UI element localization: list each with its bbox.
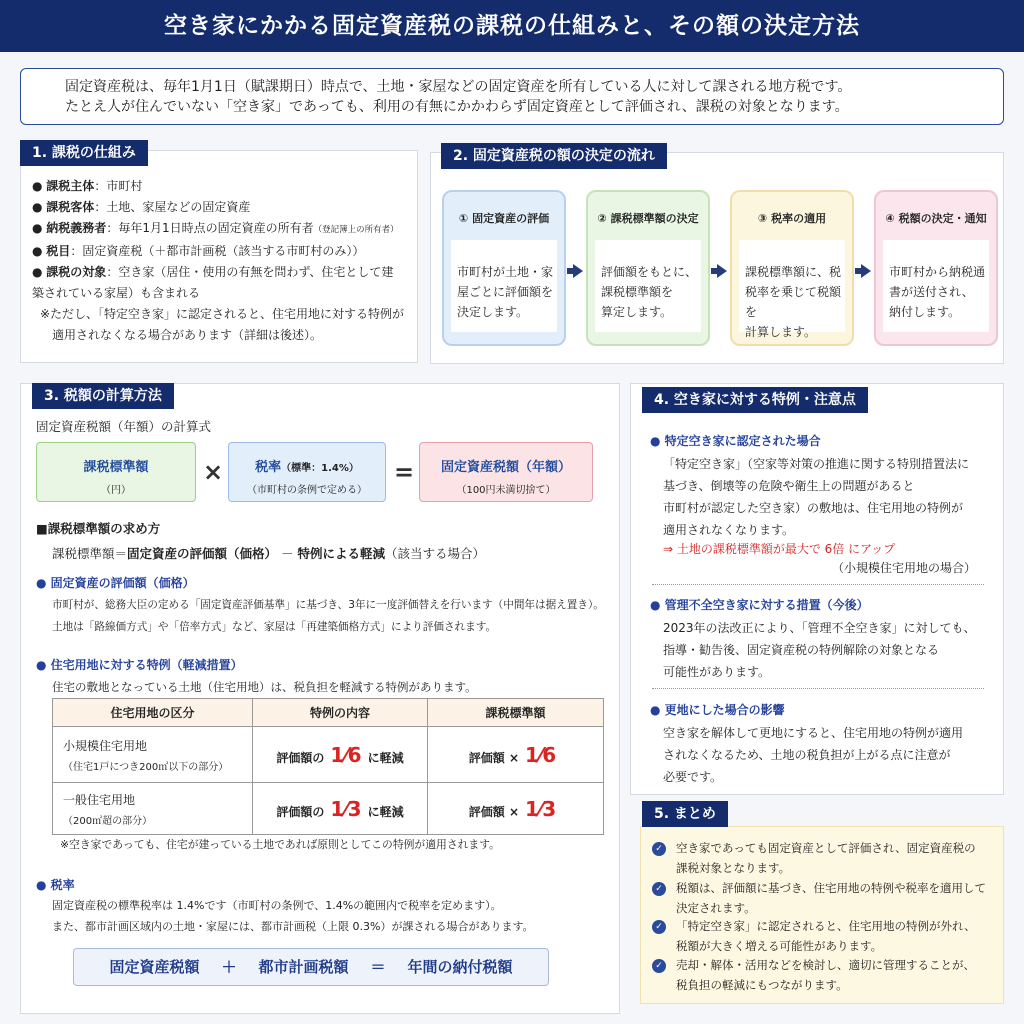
summary-item: ✓ 空き家であっても固定資産として評価され、固定資産税の 課税対象となります。 (652, 838, 976, 878)
flow-step-body: 評価額をもとに、 課税標準額を 算定します。 (595, 240, 701, 332)
flow-step-3 (730, 190, 854, 346)
rate-heading: ● 税率 (36, 878, 75, 892)
table-cell: 評価額の 1⁄6 に軽減 (253, 727, 428, 783)
table-row (53, 783, 604, 835)
bullet-item: ● 課税の対象：空き家（居住・使用の有無を問わず、住宅として建 (32, 265, 394, 279)
flow-step-1 (442, 190, 566, 346)
flow-step-4 (874, 190, 998, 346)
special-vacant-heading: ● 特定空き家に認定された場合 (650, 434, 821, 448)
section-4-title: 4. 空き家に対する特例・注意点 (642, 387, 868, 413)
warning-text: ⇒ 土地の課税標準額が最大で 6倍 にアップ (663, 542, 896, 556)
std-formula: 課税標準額＝固定資産の評価額（価格） － 特例による軽減（該当する場合） (52, 546, 486, 561)
special-heading: ● 住宅用地に対する特例（軽減措置） (36, 658, 243, 672)
section-2-title: 2. 固定資産税の額の決定の流れ (441, 143, 667, 169)
table-header: 住宅用地の区分 (53, 699, 253, 727)
section-5-title: 5. まとめ (642, 801, 728, 827)
rate-text-2: また、都市計画区域内の土地・家屋には、都市計画税（上限 0.3%）が課される場合があります。 (52, 920, 534, 933)
note-line-2: 適用されなくなる場合があります（詳細は後述）。 (52, 328, 323, 342)
eval-text-2: 土地は「路線価方式」や「倍率方式」など、家屋は「再建築価格方式」により評価されます。 (52, 621, 497, 633)
bullet-item: ● 課税主体：市町村 (32, 179, 143, 193)
check-icon: ✓ (652, 920, 666, 934)
table-note: ※空き家であっても、住宅が建っている土地であれば原則としてこの特例が適用されます。 (60, 838, 500, 851)
divider (652, 688, 984, 689)
eval-heading: ● 固定資産の評価額（価格） (36, 576, 195, 590)
times-sign: × (203, 458, 224, 486)
flow-step-2 (586, 190, 710, 346)
flow-step-heading: ③ 税率の適用 (757, 212, 827, 225)
mismanaged-heading: ● 管理不全空き家に対する措置（今後） (650, 598, 869, 612)
table-cell: 一般住宅用地 （200㎡超の部分） (53, 783, 253, 835)
bullet-item: ● 納税義務者：毎年1月1日時点の固定資産の所有者（登記簿上の所有者） (32, 221, 399, 235)
bullet-continuation: 築されている家屋）も含まれる (32, 286, 201, 300)
bullet-item: ● 税目：固定資産税（＋都市計画税（該当する市町村のみ）） (32, 244, 365, 258)
intro-line-2: たとえ人が住んでいない「空き家」であっても、利用の有無にかかわらず固定資産として評価され、課税の対象となります。 (65, 99, 849, 115)
section-1-title: 1. 課税の仕組み (20, 140, 148, 166)
table-cell: 小規模住宅用地 （住宅1戸につき200㎡以下の部分） (53, 727, 253, 783)
bullet-item: ● 課税客体：土地、家屋などの固定資産 (32, 200, 251, 214)
table-cell: 評価額 × 1⁄3 (428, 783, 604, 835)
summary-item: ✓ 売却・解体・活用などを検討し、適切に管理することが、 税負担の軽減にもつながります。 (652, 955, 975, 995)
check-icon: ✓ (652, 882, 666, 896)
eval-text-1: 市町村が、総務大臣の定める「固定資産評価基準」に基づき、3年に一度評価替えを行います（中間年は据え置き）。 (52, 599, 604, 611)
mismanaged-text: 2023年の法改正により、「管理不全空き家」に対しても、 指導・勧告後、固定資産税の特例解除の対象となる 可能性があります。 (663, 621, 976, 679)
flow-step-body: 課税標準額に、税 税率を乗じて税額を 計算します。 (739, 240, 845, 332)
table-cell: 評価額 × 1⁄6 (428, 727, 604, 783)
table-row (53, 727, 604, 783)
flow-step-heading: ① 固定資産の評価 (458, 212, 550, 225)
formula-base-box: 課税標準額 （円） (36, 442, 196, 502)
vacant-lot-heading: ● 更地にした場合の影響 (650, 703, 785, 717)
arrow-right-icon (573, 264, 583, 278)
intro-line-1: 固定資産税は、毎年1月1日（賦課期日）時点で、土地・家屋などの固定資産を所有している人に対して課される地方税です。 (65, 79, 852, 95)
table-header: 課税標準額 (428, 699, 604, 727)
table-header-row (53, 699, 604, 727)
section-1-list (32, 176, 414, 346)
summary-item: ✓ 「特定空き家」に認定されると、住宅用地の特例が外れ、 税額が大きく増える可能性があります。 (652, 916, 976, 956)
formula-tax-box: 固定資産税額（年額） （100円未満切捨て） (419, 442, 593, 502)
arrow-right-icon (717, 264, 727, 278)
flow-step-heading: ② 課税標準額の決定 (597, 212, 699, 225)
special-text: 住宅の敷地となっている土地（住宅用地）は、税負担を軽減する特例があります。 (52, 680, 477, 694)
arrow-right-icon (861, 264, 871, 278)
intro-box (20, 68, 1004, 125)
section-3-title: 3. 税額の計算方法 (32, 383, 174, 409)
annual-tax-formula: 固定資産税額 ＋ 都市計画税額 ＝ 年間の納付税額 (73, 948, 549, 986)
formula-label: 固定資産税額（年額）の計算式 (36, 419, 212, 434)
summary-item: ✓ 税額は、評価額に基づき、住宅用地の特例や税率を適用して 決定されます。 (652, 878, 986, 918)
formula-rate-box: 税率（標準：1.4%） （市町村の条例で定める） (228, 442, 386, 502)
std-heading: ■課税標準額の求め方 (36, 521, 161, 536)
flow-step-body: 市町村から納税通 書が送付され、 納付します。 (883, 240, 989, 332)
check-icon: ✓ (652, 959, 666, 973)
special-vacant-text: 「特定空き家」（空家等対策の推進に関する特別措置法に 基づき、倒壊等の危険や衛生上の問題があると 市町村が認定した空き家）の敷地は、住宅用地の特例が 適用されなくなります。 (663, 457, 970, 537)
flow-step-heading: ④ 税額の決定・通知 (885, 212, 987, 225)
page-title: 空き家にかかる固定資産税の課税の仕組みと、その額の決定方法 (0, 0, 1024, 52)
vacant-lot-text: 空き家を解体して更地にすると、住宅用地の特例が適用 されなくなるため、土地の税負担が上がる点に注意が 必要です。 (663, 726, 964, 784)
table-cell: 評価額の 1⁄3 に軽減 (253, 783, 428, 835)
check-icon: ✓ (652, 842, 666, 856)
note-line-1: ※ただし、「特定空き家」に認定されると、住宅用地に対する特例が (40, 307, 405, 321)
special-table (52, 698, 604, 835)
warning-subtext: （小規模住宅用地の場合） (832, 561, 977, 575)
flow-step-body: 市町村が土地・家 屋ごとに評価額を 決定します。 (451, 240, 557, 332)
table-header: 特例の内容 (253, 699, 428, 727)
equals-sign: = (394, 458, 415, 486)
rate-text-1: 固定資産税の標準税率は 1.4%です（市町村の条例で、1.4%の範囲内で税率を定めます）。 (52, 899, 502, 912)
divider (652, 584, 984, 585)
